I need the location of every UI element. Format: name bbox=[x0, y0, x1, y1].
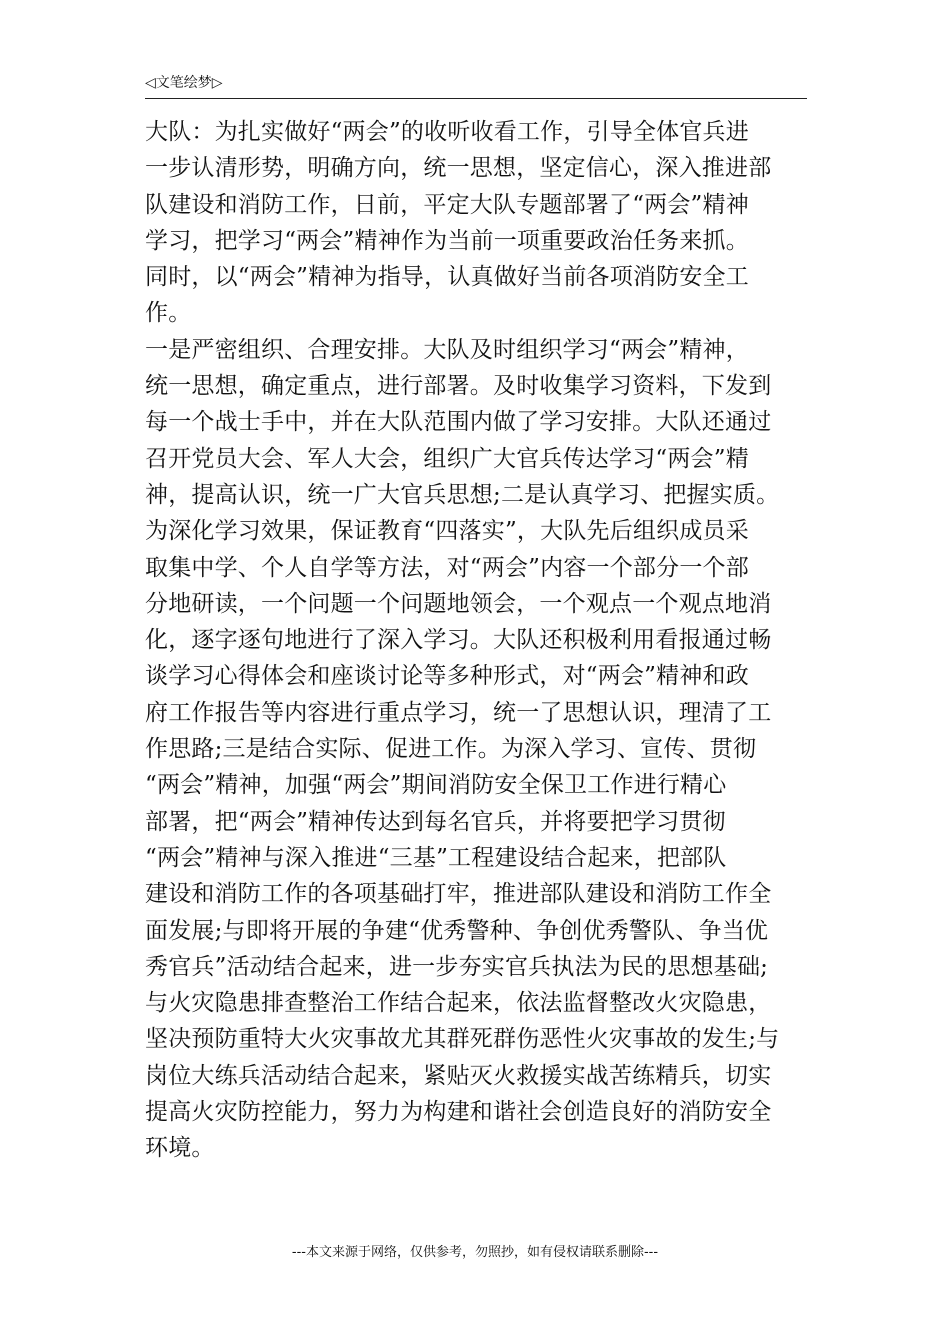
body-line: 作。 bbox=[145, 300, 192, 327]
body-line: 一步认清形势，明确方向，统一思想，坚定信心，深入推进部 bbox=[145, 155, 772, 182]
page-footer: ---本文来源于网络，仅供参考，勿照抄，如有侵权请联系删除--- bbox=[291, 1245, 659, 1260]
body-line: 建设和消防工作的各项基础打牢，推进部队建设和消防工作全 bbox=[145, 881, 772, 908]
page-header bbox=[145, 72, 807, 99]
body-line: 秀官兵”活动结合起来，进一步夯实官兵执法为民的思想基础; bbox=[145, 953, 769, 980]
body-line: 取集中学、个人自学等方法，对“两会”内容一个部分一个部 bbox=[145, 554, 749, 581]
body-line: 部署，把“两会”精神传达到每名官兵，并将要把学习贯彻 bbox=[145, 808, 726, 835]
body-line: 为深化学习效果，保证教育“四落实”，大队先后组织成员采 bbox=[145, 518, 749, 545]
body-line: 谈学习心得体会和座谈讨论等多种形式，对“两会”精神和政 bbox=[145, 663, 749, 690]
body-line: 分地研读，一个问题一个问题地领会，一个观点一个观点地消 bbox=[145, 590, 772, 617]
body-line: “两会”精神，加强“两会”期间消防安全保卫工作进行精心 bbox=[145, 772, 727, 799]
body-line: 府工作报告等内容进行重点学习，统一了思想认识，理清了工 bbox=[145, 699, 772, 726]
body-line: 化，逐字逐句地进行了深入学习。大队还积极利用看报通过畅 bbox=[145, 627, 772, 654]
body-line: 召开党员大会、军人大会，组织广大官兵传达学习“两会”精 bbox=[145, 445, 749, 472]
body-line: 队建设和消防工作，日前，平定大队专题部署了“两会”精神 bbox=[145, 191, 749, 218]
body-line: 环境。 bbox=[145, 1135, 215, 1162]
body-line: 同时，以“两会”精神为指导，认真做好当前各项消防安全工 bbox=[145, 264, 749, 291]
body-line: 坚决预防重特大火灾事故尤其群死群伤恶性火灾事故的发生;与 bbox=[145, 1026, 780, 1053]
document-body bbox=[145, 114, 810, 1167]
body-line: 面发展;与即将开展的争建“优秀警种、争创优秀警队、争当优 bbox=[145, 917, 769, 944]
body-line: 大队：为扎实做好“两会”的收听收看工作，引导全体官兵进 bbox=[145, 119, 749, 145]
body-line: 提高火灾防控能力，努力为构建和谐社会创造良好的消防安全 bbox=[145, 1099, 772, 1126]
body-line: 学习，把学习“两会”精神作为当前一项重要政治任务来抓。 bbox=[145, 227, 749, 254]
body-line: “两会”精神与深入推进“三基”工程建设结合起来，把部队 bbox=[145, 844, 727, 871]
header-title: ◁文笔绘梦▷ bbox=[145, 75, 223, 91]
body-line: 一是严密组织、合理安排。大队及时组织学习“两会”精神， bbox=[145, 336, 749, 363]
body-line: 每一个战士手中，并在大队范围内做了学习安排。大队还通过 bbox=[145, 409, 772, 436]
body-line: 统一思想，确定重点，进行部署。及时收集学习资料，下发到 bbox=[145, 373, 772, 400]
body-line: 神，提高认识，统一广大官兵思想;二是认真学习、把握实质。 bbox=[145, 481, 780, 508]
body-line: 与火灾隐患排查整治工作结合起来，依法监督整改火灾隐患， bbox=[145, 990, 772, 1017]
body-line: 岗位大练兵活动结合起来，紧贴灭火救援实战苦练精兵，切实 bbox=[145, 1062, 772, 1089]
body-line: 作思路;三是结合实际、促进工作。为深入学习、宣传、贯彻 bbox=[145, 736, 757, 763]
